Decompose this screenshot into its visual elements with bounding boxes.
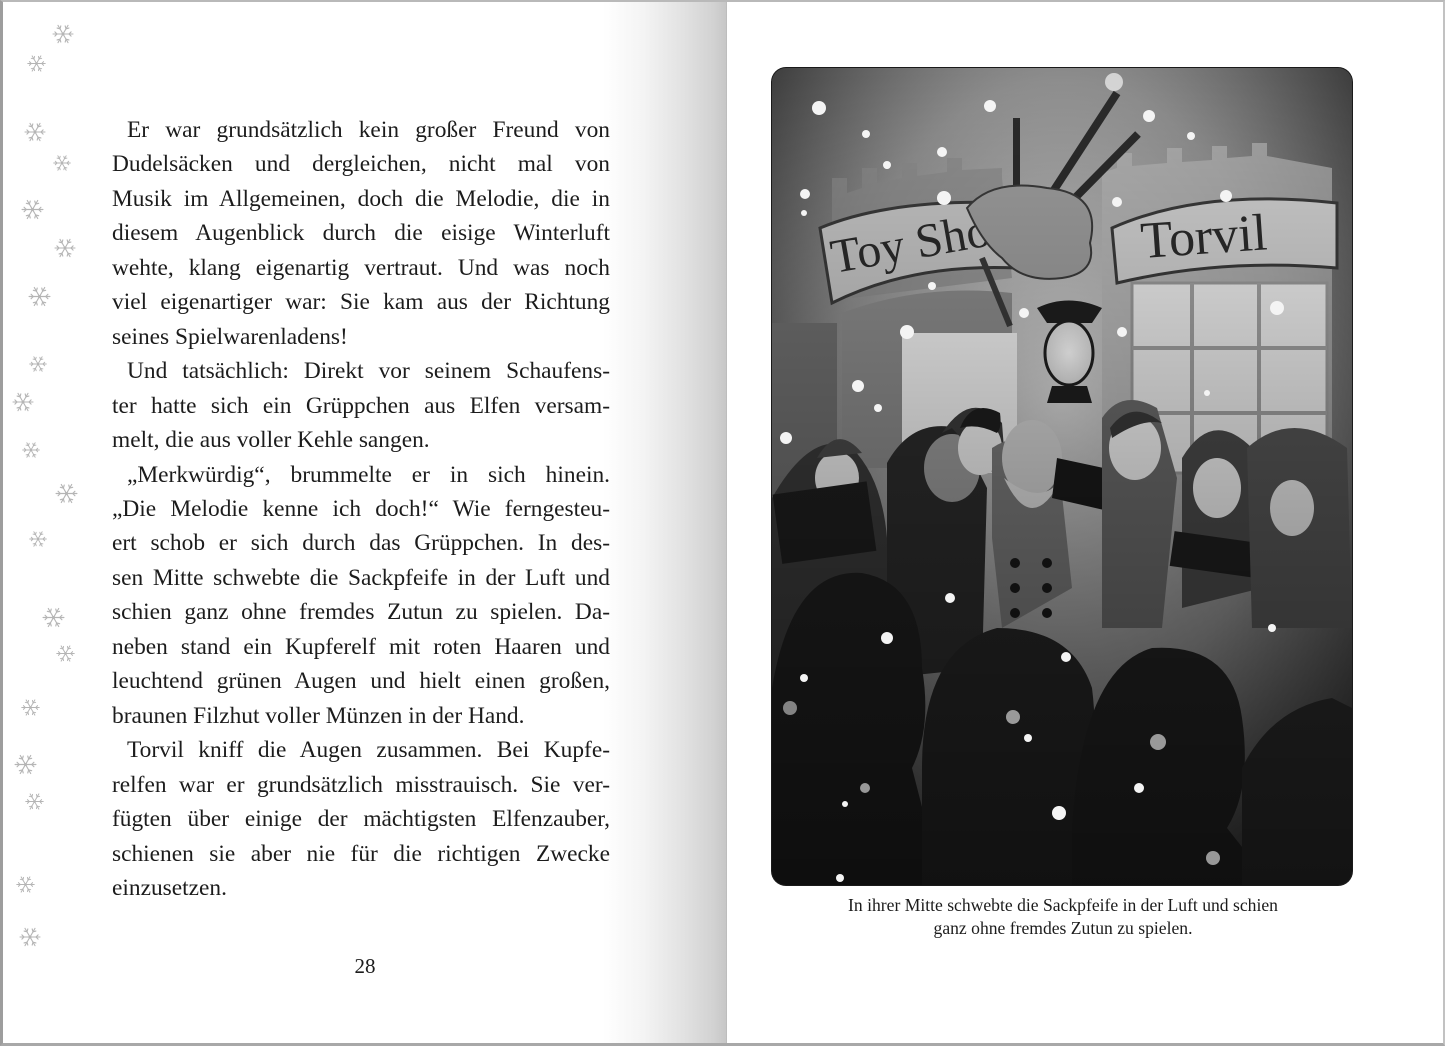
body-text xyxy=(112,113,610,905)
snowflake-icon xyxy=(11,390,35,414)
snowflake-icon xyxy=(54,481,79,506)
text-line: Dudelsäcken und dergleichen, nicht mal von xyxy=(112,151,610,178)
text-line: fügten über einige der mächtigsten Elfenzauber, xyxy=(112,806,610,833)
snowflake-icon xyxy=(23,120,47,144)
snowflake-icon xyxy=(20,197,45,222)
snowflake-icon xyxy=(28,529,48,549)
caption-line: In ihrer Mitte schwebte die Sackpfeife in der Luft und schien xyxy=(848,895,1278,915)
text-line: Torvil kniff die Augen zusammen. Bei Kupfe- xyxy=(127,737,610,764)
snowflake-icon xyxy=(52,153,72,173)
text-line: braunen Filzhut voller Münzen in der Hand. xyxy=(112,702,525,729)
text-line: „Die Melodie kenne ich doch!“ Wie ferngesteu- xyxy=(112,495,610,522)
snowflake-icon xyxy=(13,752,38,777)
paragraph-4 xyxy=(112,733,610,905)
caption-line: ganz ohne fremdes Zutun zu spielen. xyxy=(933,918,1193,938)
snowflake-icon xyxy=(21,440,41,460)
snowflake-icon xyxy=(53,236,77,260)
illustration xyxy=(772,68,1352,885)
text-line: seines Spielwarenladens! xyxy=(112,323,348,350)
text-line: neben stand ein Kupferelf mit roten Haaren und xyxy=(112,633,610,660)
paragraph-2 xyxy=(112,354,610,457)
text-line: einzusetzen. xyxy=(112,874,227,901)
text-line: Und tatsächlich: Direkt vor seinem Schaufens- xyxy=(127,358,610,385)
text-line: Er war grundsätzlich kein großer Freund von xyxy=(127,117,610,143)
page-number: 28 xyxy=(354,954,376,978)
snowflake-icon xyxy=(24,791,45,812)
text-line: ter hatte sich ein Grüppchen aus Elfen versam- xyxy=(112,392,610,419)
text-line: diesem Augenblick durch die eisige Winterluft xyxy=(112,220,610,247)
snowflake-icon xyxy=(15,874,36,895)
snowflake-icon xyxy=(28,354,48,374)
snowflake-icon xyxy=(18,925,42,949)
text-line: viel eigenartiger war: Sie kam aus der Richtung xyxy=(112,289,610,316)
text-line: „Merkwürdig“, brummelte er in sich hinein. xyxy=(127,461,610,488)
text-line: sen Mitte schwebte die Sackpfeife in der Luft und xyxy=(112,564,610,591)
snowflake-icon xyxy=(55,643,76,664)
text-line: melt, die aus voller Kehle sangen. xyxy=(112,427,430,454)
text-line: schienen sie aber nie für die richtigen Zwecke xyxy=(112,840,610,867)
illustration-caption xyxy=(803,894,1323,940)
text-line: wehte, klang eigenartig vertraut. Und was noch xyxy=(112,254,610,281)
illustration-artwork xyxy=(772,68,1352,885)
text-line: leuchtend grünen Augen und hielt einen großen, xyxy=(112,668,610,695)
snowflake-icon xyxy=(20,697,41,718)
paragraph-1 xyxy=(112,113,610,354)
snowflake-icon xyxy=(27,284,52,309)
text-line: ert schob er sich durch das Grüppchen. In des- xyxy=(112,530,610,557)
text-line: Musik im Allgemeinen, doch die Melodie, die in xyxy=(112,185,610,212)
snowflake-icon xyxy=(51,22,75,46)
text-line: schien ganz ohne fremdes Zutun zu spielen. Da- xyxy=(112,599,610,626)
snowflake-icon xyxy=(26,53,47,74)
snowflake-margin-decoration xyxy=(3,2,103,1043)
left-page xyxy=(3,2,727,1043)
paragraph-3 xyxy=(112,458,610,734)
text-line: relfen war er grundsätzlich misstrauisch. Sie ver- xyxy=(112,771,610,798)
snowflake-icon xyxy=(41,605,66,630)
